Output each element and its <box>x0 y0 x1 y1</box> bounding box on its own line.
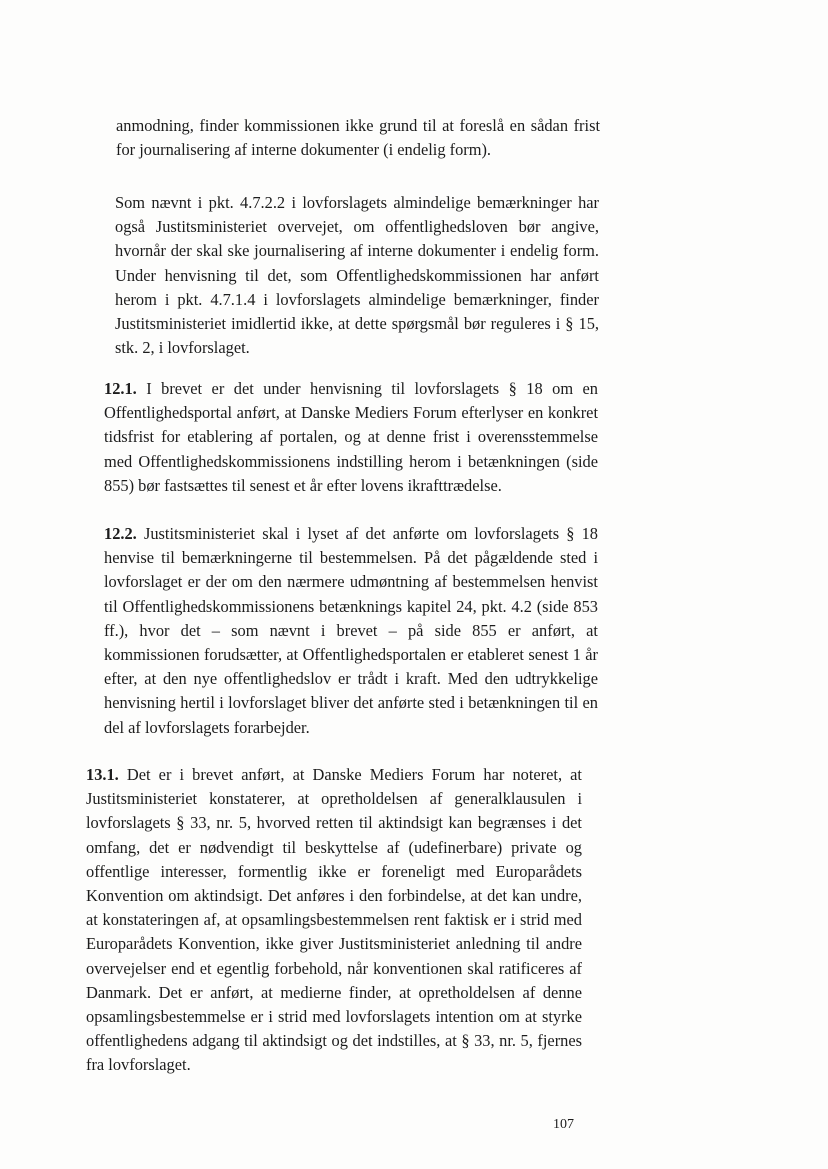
paragraph-number: 12.2. <box>104 524 137 543</box>
paragraph-number: 13.1. <box>86 765 119 784</box>
paragraph-justitsministeriet-overvejelse <box>115 191 599 360</box>
paragraph-12-2 <box>104 522 598 740</box>
paragraph-text: Det er i brevet anført, at Danske Mediers Forum har noteret, at Justitsministeriet konstaterer, at opretholdelsen af generalklausulen i lovforslagets § 33, nr. 5, hvorved retten til aktindsigt kan begrænses i det omfang, det er nødvendigt til beskyttelse af (udefinerbare) private og offentlige interesser, formentlig ikke er foreneligt med Europarådets Konvention om aktindsigt. Det anføres i den forbindelse, at det kan undre, at konstateringen af, at opsamlingsbestemmelsen rent faktisk er i strid med Europarådets Konvention, ikke giver Justitsministeriet anledning til andre overvejelser end et egentlig forbehold, når konventionen skal ratificeres af Danmark. Det er anført, at medierne finder, at opretholdelsen af denne opsamlingsbestemmelse er i strid med lovforslagets intention om at styrke offentlighedens adgang til aktindsigt og det indstilles, at § 33, nr. 5, fjernes fra lovforslaget. <box>86 765 582 1075</box>
paragraph-13-1 <box>86 763 582 1078</box>
paragraph-continuation <box>116 114 600 162</box>
paragraph-text: I brevet er det under henvisning til lovforslagets § 18 om en Offentlighedsportal anført, at Danske Mediers Forum efterlyser en konkret tidsfrist for etablering af portalen, og at denne frist i overensstemmelse med Offentlighedskommissionens indstilling herom i betænkningen (side 855) bør fastsættes til senest et år efter lovens ikrafttrædelse. <box>104 379 598 495</box>
paragraph-number: 12.1. <box>104 379 137 398</box>
paragraph-12-1 <box>104 377 598 498</box>
page-number: 107 <box>553 1117 574 1132</box>
paragraph-text: Som nævnt i pkt. 4.7.2.2 i lovforslagets almindelige bemærkninger har også Justitsministeriet overvejet, om offentlighedsloven bør angive, hvornår der skal ske journalisering af interne dokumenter i endelig form. Under henvisning til det, som Offentlighedskommissionen har anført herom i pkt. 4.7.1.4 i lovforslagets almindelige bemærkninger, finder Justitsministeriet imidlertid ikke, at dette spørgsmål bør reguleres i § 15, stk. 2, i lovforslaget. <box>115 193 599 358</box>
paragraph-text: Justitsministeriet skal i lyset af det anførte om lovforslagets § 18 henvise til bemærkningerne til bestemmelsen. På det pågældende sted i lovforslaget er der om den nærmere udmøntning af bestemmelsen henvist til Offentlighedskommissionens betænknings kapitel 24, pkt. 4.2 (side 853 ff.), hvor det – som nævnt i brevet – på side 855 er anført, at kommissionen forudsætter, at Offentlighedsportalen er etableret senest 1 år efter, at den nye offentlighedslov er trådt i kraft. Med den udtrykkelige henvisning hertil i lovforslaget bliver det anførte sted i betænkningen til en del af lovforslagets forarbejder. <box>104 524 598 737</box>
paragraph-text: anmodning, finder kommissionen ikke grund til at foreslå en sådan frist for journalisering af interne dokumenter (i endelig form). <box>116 116 600 160</box>
